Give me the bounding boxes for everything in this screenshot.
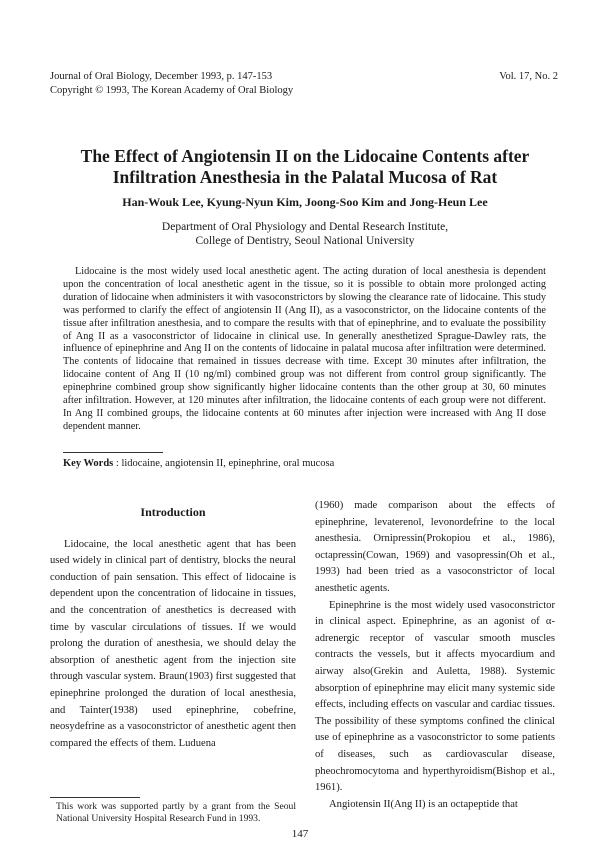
copyright-line: Copyright © 1993, The Korean Academy of Oral Biology xyxy=(50,85,294,96)
keywords xyxy=(63,458,334,469)
journal-header xyxy=(50,70,293,98)
intro-paragraph-2: Epinephrine is the most widely used vasoconstrictor in clinical aspect. Epinephrine, as an agonist of α-adrenergic receptor of vascular smooth muscles contracts the vessels, but it affects myocardium and airway also(Grekin and Auletta, 1988). Systemic absorption of epinephrine may elicit many systemic side effects, including effects on vascular and cardiac tissues. The possibility of these symptoms confined the clinical use of epinephrine as a vasoconstrictor to some patients of diseases, such as cardiovascular disease, pheochromocytoma and hyperthyroidism(Bishop et al., 1961). xyxy=(315,599,555,794)
keywords-text: : lidocaine, angiotensin II, epinephrine, oral mucosa xyxy=(115,458,335,469)
author-list: Han-Wouk Lee, Kyung-Nyun Kim, Joong-Soo Kim and Jong-Heun Lee xyxy=(122,195,488,209)
keywords-divider xyxy=(63,452,163,453)
section-heading-introduction: Introduction xyxy=(140,505,206,519)
funding-footnote: This work was supported partly by a grant from the Seoul National University Hospital Research Fund in 1993. xyxy=(56,801,296,824)
footnote-divider xyxy=(50,797,140,798)
keywords-label: Key Words xyxy=(63,458,114,469)
affiliation-line-2: College of Dentistry, Seoul National University xyxy=(195,235,415,247)
affiliation-line-1: Department of Oral Physiology and Dental Research Institute, xyxy=(161,221,449,233)
page-number: 147 xyxy=(291,828,309,840)
paper-title: The Effect of Angiotensin II on the Lidocaine Contents after Infiltration Anesthesia in the Palatal Mucosa of Rat xyxy=(80,146,530,187)
intro-paragraph-1: Lidocaine, the local anesthetic agent that has been used widely in clinical part of dentistry, blocks the neural conduction of pain sensation. This effect of lidocaine is dependent upon the concentration of lidocaine in tissues, and the concentration of anesthetics is decreased with time by vascular circulations of tissues. If we would prolong the duration of anesthesia, we should delay the absorption of anesthetic agent from the injection site through vascular system. Braun(1903) first suggested that epinephrine prolonged the duration of local anesthesia, and Tainter(1938) used epinephrine, cobefrine, neosydefrine as a vasoconstrictor of anesthetic agent then compared the effects of them. Luduena xyxy=(50,538,296,749)
abstract: Lidocaine is the most widely used local anesthetic agent. The acting duration of local anesthesia is dependent upon the concentration of local anesthetic agent in the tissue, so it is possible to obtain more prolonged acting duration of lidocaine when administers it with vasoconstrictors by slowing the clearance rate of lidocaine. This study was performed to clarify the effect of angiotensin II (Ang II), as a vasoconstrictor, on the lidocaine contents of the tissue after infiltration anesthesia, and to compare the results with that of epinephrine, and to evaluate the possibility of Ang II as a vasoconstrictor of lidocaine in clinical use. In generally anesthetized Sprague-Dawley rats, the influence of epinephrine and Ang II on the contents of lidocaine in palatal mucosa after infiltration were determined. The contents of lidocaine that remained in tissues decrease with time. Except 30 minutes after infiltration, the lidocaine content of Ang II (10 ng/ml) combined group was not different from control group significantly. The epinephrine combined group show significantly higher lidocaine contents than the other group at 30, 60 minutes after infiltration. However, at 120 minutes after infiltration, the lidocaine contents of each group were not different. In Ang II combined groups, the lidocaine contents at 60 minutes after injection were increased with Ang II dose dependent manner. xyxy=(63,266,546,432)
intro-paragraph-1-continued: (1960) made comparison about the effects of epinephrine, levaterenol, levonordefrine to the local anesthesia. Ornipressin(Prokopiou et al., 1986), octapressin(Cowan, 1969) and vasopressin(Oh et al., 1993) had been tried as a vasoconstrictor of local anesthetic agents. xyxy=(315,500,555,594)
intro-paragraph-3: Angiotensin II(Ang II) is an octapeptide that xyxy=(329,798,518,810)
left-column xyxy=(50,504,296,752)
affiliation xyxy=(40,220,570,248)
journal-citation: Journal of Oral Biology, December 1993, p. 147-153 xyxy=(50,71,273,82)
right-column xyxy=(315,498,555,813)
volume-label: Vol. 17, No. 2 xyxy=(499,71,558,82)
